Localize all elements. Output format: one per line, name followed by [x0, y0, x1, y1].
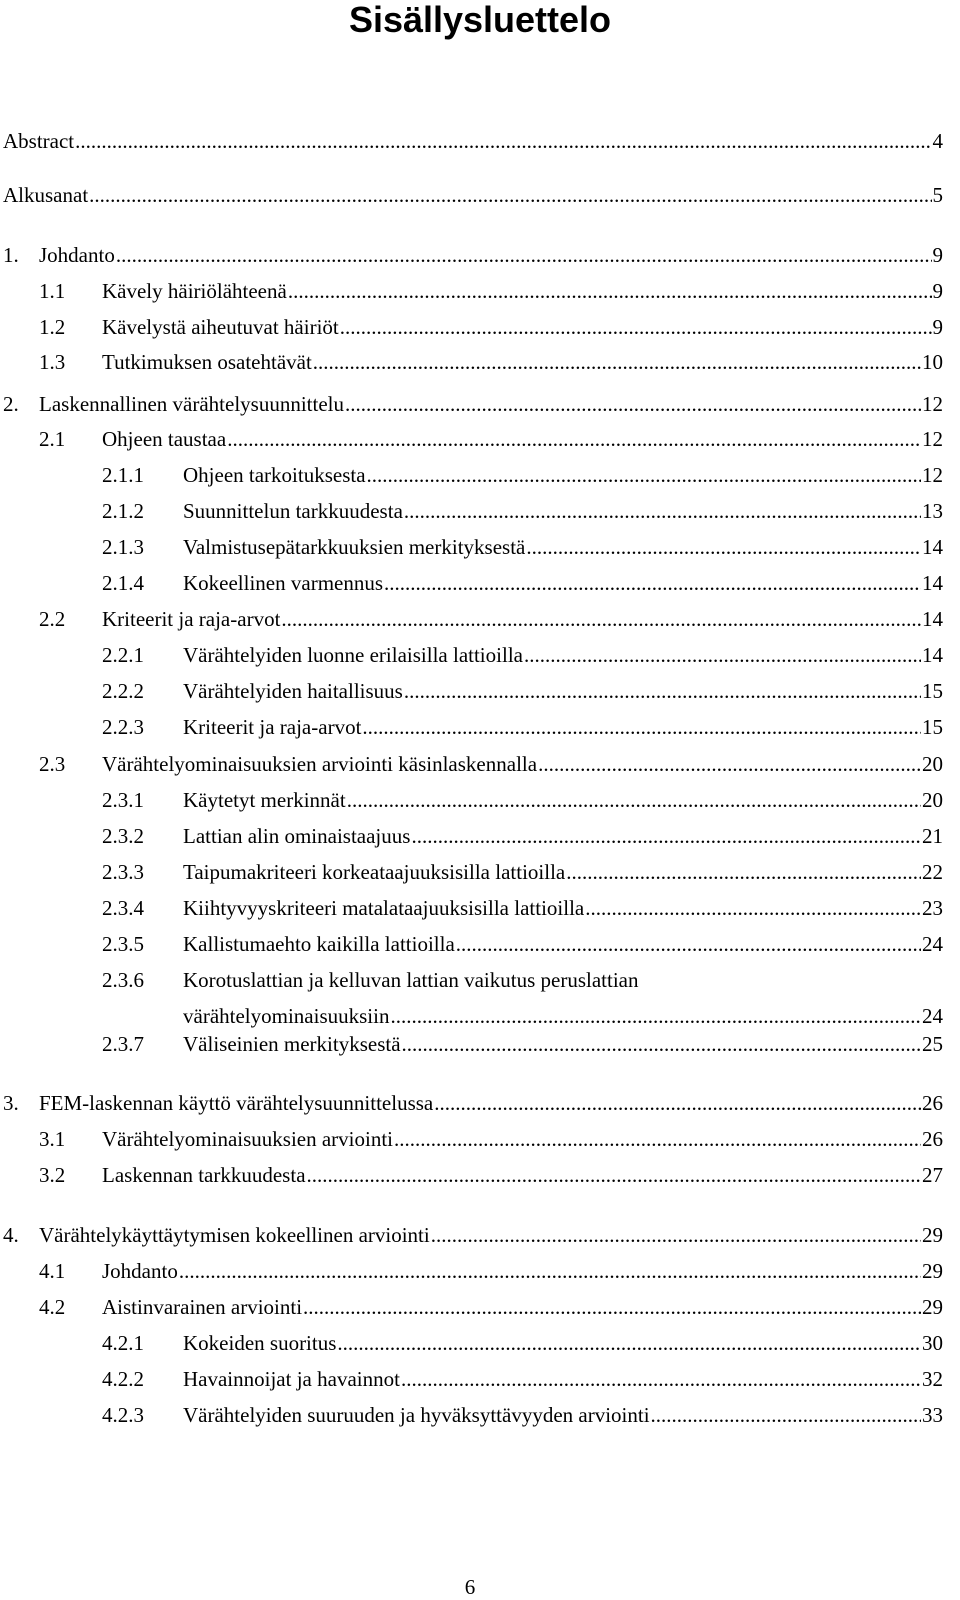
toc-entry-label: Käytetyt merkinnät	[183, 788, 346, 812]
toc-entry-label: Tutkimuksen osatehtävät	[102, 350, 312, 374]
toc-entry[interactable]	[0, 389, 943, 419]
toc-entry-page: 29	[922, 1223, 943, 1247]
toc-entry-number: 3.2	[39, 1163, 66, 1187]
dot-leader	[89, 180, 931, 210]
toc-entry-page: 23	[922, 896, 943, 920]
toc-entry-page: 26	[922, 1091, 943, 1115]
toc-entry-number: 2.3	[39, 752, 66, 776]
dot-leader	[566, 857, 921, 887]
toc-entry-label: Havainnoijat ja havainnot	[183, 1367, 400, 1391]
dot-leader	[390, 1001, 921, 1031]
toc-entry-label: Kävely häiriölähteenä	[102, 279, 287, 303]
toc-entry-number: 2.3.6	[102, 968, 144, 992]
dot-leader	[75, 126, 931, 156]
toc-entry-label: Kävelystä aiheutuvat häiriöt	[102, 315, 339, 339]
toc-entry[interactable]	[0, 1364, 943, 1394]
toc-entry-page: 25	[922, 1032, 943, 1056]
toc-entry-label: Laskennan tarkkuudesta	[102, 1163, 306, 1187]
toc-entry-page: 26	[922, 1127, 943, 1151]
toc-entry-label: Kriteerit ja raja-arvot	[102, 607, 281, 631]
toc-entry-number: 1.2	[39, 315, 66, 339]
toc-entry-number: 2.3.4	[102, 896, 144, 920]
toc-entry-page: 9	[932, 243, 943, 267]
toc-entry-number: 2.2.1	[102, 643, 144, 667]
toc-entry[interactable]	[0, 965, 943, 995]
toc-entry-label: Värähtelykäyttäytymisen kokeellinen arviointi	[39, 1223, 430, 1247]
toc-entry-page: 21	[922, 824, 943, 848]
toc-entry-page: 32	[922, 1367, 943, 1391]
toc-entry-page: 10	[922, 350, 943, 374]
toc-entry[interactable]	[0, 785, 943, 815]
toc-entry-label: Kiihtyvyyskriteeri matalataajuuksisilla lattioilla	[183, 896, 585, 920]
toc-entry-label: Valmistusepätarkkuuksien merkityksestä	[183, 535, 526, 559]
toc-entry-number: 2.3.1	[102, 788, 144, 812]
toc-entry[interactable]	[0, 1220, 943, 1250]
toc-entry-number: 4.2.3	[102, 1403, 144, 1427]
toc-entry-page: 14	[922, 607, 943, 631]
toc-entry-continuation[interactable]	[0, 1001, 943, 1031]
toc-entry-label: Kriteerit ja raja-arvot	[183, 715, 362, 739]
dot-leader	[337, 1328, 921, 1358]
toc-entry-page: 20	[922, 752, 943, 776]
toc-entry[interactable]	[0, 276, 943, 306]
dot-leader	[524, 640, 921, 670]
toc-entry-label: Värähtelyiden suuruuden ja hyväksyttävyyden arviointi	[183, 1403, 650, 1427]
toc-entry-page: 14	[922, 535, 943, 559]
dot-leader	[116, 240, 932, 270]
toc-entry-page: 12	[922, 392, 943, 416]
toc-entry[interactable]	[0, 424, 943, 454]
dot-leader	[313, 347, 921, 377]
toc-entry-number: 2.1.2	[102, 499, 144, 523]
toc-entry-page: 12	[922, 463, 943, 487]
dot-leader	[227, 424, 921, 454]
toc-entry[interactable]	[0, 312, 943, 342]
toc-entry[interactable]	[0, 857, 943, 887]
dot-leader	[456, 929, 921, 959]
dot-leader	[411, 821, 921, 851]
toc-entry-label: Kokeiden suoritus	[183, 1331, 337, 1355]
toc-entry[interactable]	[0, 604, 943, 634]
toc-entry-page: 33	[922, 1403, 943, 1427]
toc-entry-page: 13	[922, 499, 943, 523]
toc-entry-label: Värähtelyominaisuuksien arviointi	[102, 1127, 394, 1151]
toc-entry-number: 2.3.2	[102, 824, 144, 848]
toc-entry-label: Kallistumaehto kaikilla lattioilla	[183, 932, 455, 956]
toc-entry-number: 1.3	[39, 350, 66, 374]
page-title: Sisällysluettelo	[348, 0, 612, 40]
toc-entry-page: 12	[922, 427, 943, 451]
toc-entry-page: 24	[922, 1004, 943, 1028]
dot-leader	[526, 532, 921, 562]
toc-entry-label-continued: värähtelyominaisuuksiin	[183, 1004, 390, 1028]
toc-entry-number: 2.	[3, 392, 19, 416]
toc-entry-page: 24	[922, 932, 943, 956]
toc-entry[interactable]	[0, 126, 943, 156]
toc-entry[interactable]	[0, 749, 943, 779]
dot-leader	[288, 276, 932, 306]
toc-entry-label: Laskennallinen värähtelysuunnittelu	[39, 392, 344, 416]
toc-entry[interactable]	[0, 1400, 943, 1430]
dot-leader	[401, 1364, 921, 1394]
dot-leader	[404, 676, 921, 706]
toc-entry-page: 9	[932, 315, 943, 339]
dot-leader	[340, 312, 932, 342]
toc-entry-page: 20	[922, 788, 943, 812]
toc-entry[interactable]	[0, 1160, 943, 1190]
toc-entry-label: Johdanto	[102, 1259, 178, 1283]
toc-entry[interactable]	[0, 347, 943, 377]
toc-entry-label: Suunnittelun tarkkuudesta	[183, 499, 403, 523]
toc-entry-label: Värähtelyominaisuuksien arviointi käsinlaskennalla	[102, 752, 538, 776]
dot-leader	[651, 1400, 921, 1430]
toc-entry[interactable]	[0, 240, 943, 270]
page-number: 6	[464, 1575, 476, 1599]
dot-leader	[367, 460, 921, 490]
toc-entry-label: Korotuslattian ja kelluvan lattian vaikutus peruslattian	[183, 968, 639, 992]
toc-entry-label: Ohjeen tarkoituksesta	[183, 463, 366, 487]
dot-leader	[307, 1160, 921, 1190]
toc-entry-label: Ohjeen taustaa	[102, 427, 227, 451]
toc-entry-number: 2.1	[39, 427, 66, 451]
toc-entry[interactable]	[0, 1292, 943, 1322]
dot-leader	[345, 389, 921, 419]
toc-entry[interactable]	[0, 676, 943, 706]
dot-leader	[347, 785, 921, 815]
toc-entry-number: 1.1	[39, 279, 66, 303]
dot-leader	[538, 749, 921, 779]
toc-entry-number: 2.2	[39, 607, 66, 631]
toc-entry-label: Taipumakriteeri korkeataajuuksisilla lattioilla	[183, 860, 566, 884]
toc-entry-number: 2.1.3	[102, 535, 144, 559]
toc-entry-number: 4.2.2	[102, 1367, 144, 1391]
dot-leader	[179, 1256, 921, 1286]
toc-entry-number: 1.	[3, 243, 19, 267]
toc-entry[interactable]	[0, 821, 943, 851]
toc-entry-label: Lattian alin ominaistaajuus	[183, 824, 411, 848]
toc-entry-number: 2.2.3	[102, 715, 144, 739]
dot-leader	[434, 1088, 921, 1118]
toc-entry-label: Väliseinien merkityksestä	[183, 1032, 401, 1056]
toc-entry-number: 4.1	[39, 1259, 66, 1283]
toc-entry-page: 22	[922, 860, 943, 884]
toc-entry-page: 27	[922, 1163, 943, 1187]
dot-leader	[402, 1029, 921, 1059]
toc-entry-page: 15	[922, 715, 943, 739]
toc-entry[interactable]	[0, 1124, 943, 1154]
toc-entry-number: 2.1.4	[102, 571, 144, 595]
toc-entry-page: 30	[922, 1331, 943, 1355]
toc-entry-page: 29	[922, 1259, 943, 1283]
toc-entry[interactable]	[0, 640, 943, 670]
toc-entry[interactable]	[0, 460, 943, 490]
toc-entry[interactable]	[0, 532, 943, 562]
toc-entry-number: 4.2	[39, 1295, 66, 1319]
toc-entry-label: Värähtelyiden luonne erilaisilla lattioilla	[183, 643, 523, 667]
toc-entry-number: 3.	[3, 1091, 19, 1115]
toc-entry-page: 29	[922, 1295, 943, 1319]
dot-leader	[431, 1220, 921, 1250]
toc-entry[interactable]	[0, 1029, 943, 1059]
toc-entry-label: Kokeellinen varmennus	[183, 571, 384, 595]
toc-entry-number: 3.1	[39, 1127, 66, 1151]
toc-entry-label: Aistinvarainen arviointi	[102, 1295, 303, 1319]
dot-leader	[362, 712, 921, 742]
toc-entry[interactable]	[0, 1256, 943, 1286]
dot-leader	[303, 1292, 921, 1322]
toc-entry[interactable]	[0, 496, 943, 526]
toc-entry-number: 2.2.2	[102, 679, 144, 703]
toc-entry[interactable]	[0, 712, 943, 742]
toc-entry-label: Värähtelyiden haitallisuus	[183, 679, 403, 703]
toc-entry-number: 4.	[3, 1223, 19, 1247]
toc-entry-label: Johdanto	[39, 243, 115, 267]
toc-entry-page: 5	[932, 183, 943, 207]
dot-leader	[394, 1124, 921, 1154]
toc-entry-label: FEM-laskennan käyttö värähtelysuunnittelussa	[39, 1091, 434, 1115]
toc-entry-page: 9	[932, 279, 943, 303]
toc-entry[interactable]	[0, 1328, 943, 1358]
toc-entry-number: 2.3.3	[102, 860, 144, 884]
toc-entry-page: 4	[932, 129, 943, 153]
toc-entry-number: 2.3.5	[102, 932, 144, 956]
toc-entry[interactable]	[0, 568, 943, 598]
toc-entry-label: Alkusanat	[3, 183, 89, 207]
toc-entry-label: Abstract	[3, 129, 75, 153]
dot-leader	[281, 604, 921, 634]
toc-entry-number: 4.2.1	[102, 1331, 144, 1355]
toc-entry[interactable]	[0, 929, 943, 959]
dot-leader	[404, 496, 921, 526]
toc-entry-number: 2.3.7	[102, 1032, 144, 1056]
toc-entry-page: 14	[922, 571, 943, 595]
toc-entry-number: 2.1.1	[102, 463, 144, 487]
toc-entry[interactable]	[0, 1088, 943, 1118]
dot-leader	[585, 893, 921, 923]
dot-leader	[384, 568, 921, 598]
toc-entry[interactable]	[0, 893, 943, 923]
toc-entry[interactable]	[0, 180, 943, 210]
toc-entry-page: 15	[922, 679, 943, 703]
toc-entry-page: 14	[922, 643, 943, 667]
